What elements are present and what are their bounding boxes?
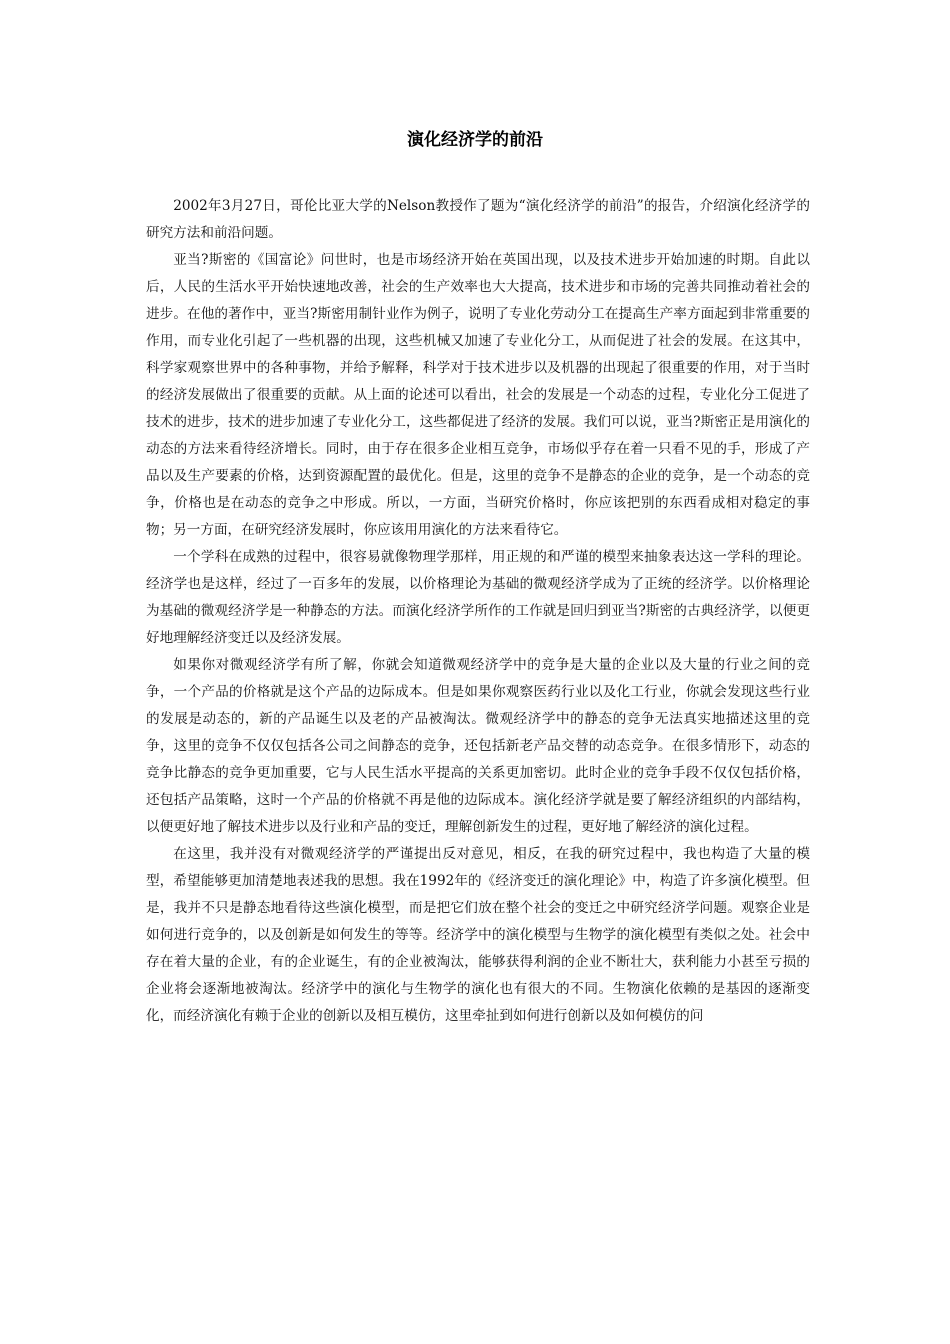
document-body — [146, 193, 810, 1030]
paragraph-microeconomics-competition: 如果你对微观经济学有所了解，你就会知道微观经济学中的竞争是大量的企业以及大量的行业之间的竞争，一个产品的价格就是这个产品的边际成本。但是如果你观察医药行业以及化工行业，你就会发现这些行业的发展是动态的，新的产品诞生以及老的产品被淘汰。微观经济学中的静态的竞争无法真实地描述这里的竞争，这里的竞争不仅仅包括各公司之间静态的竞争，还包括新老产品交替的动态竞争。在很多情形下，动态的竞争比静态的竞争更加重要，它与人民生活水平提高的关系更加密切。此时企业的竞争手段不仅仅包括价格，还包括产品策略，这时一个产品的价格就不再是他的边际成本。演化经济学就是要了解经济组织的内部结构，以便更好地了解技术进步以及行业和产品的变迁，理解创新发生的过程，更好地了解经济的演化过程。 — [146, 657, 810, 835]
paragraph-discipline-maturity: 一个学科在成熟的过程中，很容易就像物理学那样，用正规的和严谨的模型来抽象表达这一学科的理论。经济学也是这样，经过了一百多年的发展，以价格理论为基础的微观经济学成为了正统的经济学。以价格理论为基础的微观经济学是一种静态的方法。而演化经济学所作的工作就是回归到亚当?斯密的古典经济学，以便更好地理解经济变迁以及经济发展。 — [146, 549, 810, 646]
paragraph-evolutionary-models: 在这里，我并没有对微观经济学的严谨提出反对意见，相反，在我的研究过程中，我也构造了大量的模型，希望能够更加清楚地表述我的思想。我在1992年的《经济变迁的演化理论》中，构造了许多演化模型。但是，我并不只是静态地看待这些演化模型，而是把它们放在整个社会的变迁之中研究经济学问题。观察企业是如何进行竞争的，以及创新是如何发生的等等。经济学中的演化模型与生物学的演化模型有类似之处。社会中存在着大量的企业，有的企业诞生，有的企业被淘汰，能够获得利润的企业不断壮大，获利能力小甚至亏损的企业将会逐渐地被淘汰。经济学中的演化与生物学的演化也有很大的不同。生物演化依赖的是基因的逐渐变化，而经济演化有赖于企业的创新以及相互模仿，这里牵扯到如何进行创新以及如何模仿的问 — [146, 846, 810, 1024]
document-title: 演化经济学的前沿 — [407, 130, 543, 150]
paragraph-intro: 2002年3月27日，哥伦比亚大学的Nelson教授作了题为“演化经济学的前沿”的报告，介绍演化经济学的研究方法和前沿问题。 — [146, 198, 810, 241]
paragraph-adam-smith: 亚当?斯密的《国富论》问世时，也是市场经济开始在英国出现，以及技术进步开始加速的时期。自此以后，人民的生活水平开始快速地改善，社会的生产效率也大大提高，技术进步和市场的完善共同推动着社会的进步。在他的著作中，亚当?斯密用制针业作为例子，说明了专业化劳动分工在提高生产率方面起到非常重要的作用，而专业化引起了一些机器的出现，这些机械又加速了专业化分工，从而促进了社会的发展。在这其中，科学家观察世界中的各种事物，并给予解释，科学对于技术进步以及机器的出现起了很重要的作用，对于当时的经济发展做出了很重要的贡献。从上面的论述可以看出，社会的发展是一个动态的过程，专业化分工促进了技术的进步，技术的进步加速了专业化分工，这些都促进了经济的发展。我们可以说，亚当?斯密正是用演化的动态的方法来看待经济增长。同时，由于存在很多企业相互竞争，市场似乎存在着一只看不见的手，形成了产品以及生产要素的价格，达到资源配置的最优化。但是，这里的竞争不是静态的企业的竞争，是一个动态的竞争，价格也是在动态的竞争之中形成。所以，一方面，当研究价格时，你应该把别的东西看成相对稳定的事物；另一方面，在研究经济发展时，你应该用用演化的方法来看待它。 — [146, 252, 810, 538]
